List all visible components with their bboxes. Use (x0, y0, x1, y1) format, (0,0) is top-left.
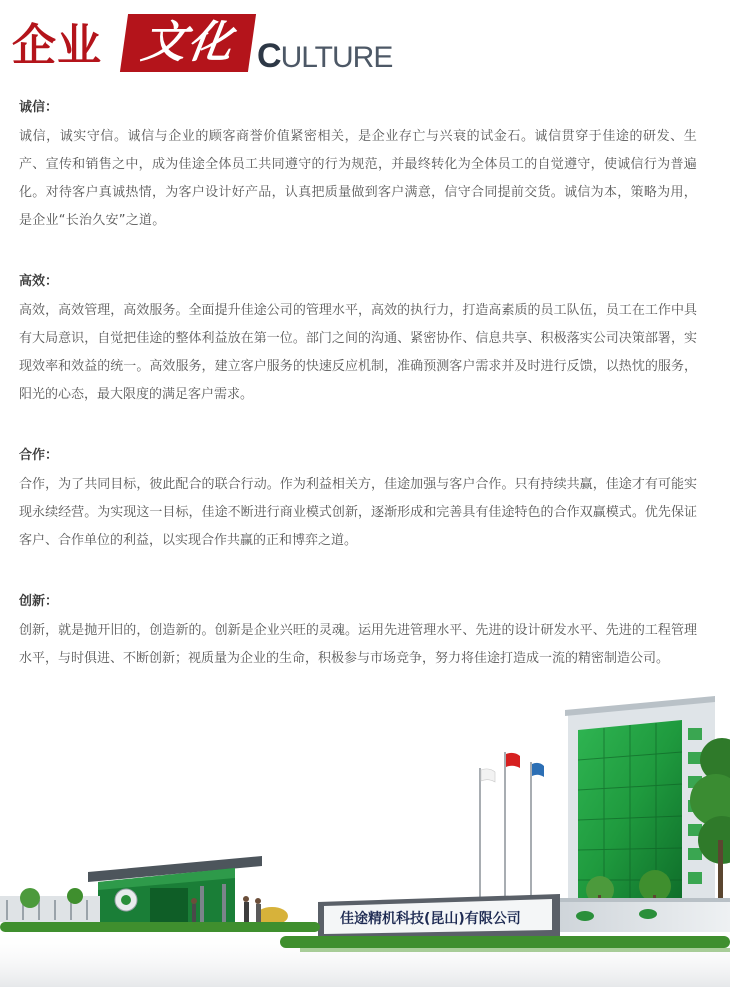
company-gate-illustration (0, 690, 730, 987)
flag-white (481, 769, 495, 782)
section-body: 高效，高效管理，高效服务。全面提升佳途公司的管理水平，高效的执行力，打造高素质的员工队伍，员工在工作中具有大局意识，自觉把佳途的整体利益放在第一位。部门之间的沟通、紧密协作、信息共享、积极落实公司决策部署，实现效率和效益的统一。高效服务，建立客户服务的快速反应机制，准确预测客户需求并及时进行反馈，以热忱的服务，阳光的心态，最大限度的满足客户需求。 (19, 303, 697, 402)
title-cn: 企业 (12, 20, 102, 71)
title-en-initial: C (257, 37, 281, 75)
gatehouse (88, 856, 262, 926)
title-en (257, 37, 393, 75)
section-integrity (19, 97, 697, 235)
section-title: 合作： (19, 448, 59, 463)
culture-content (19, 97, 697, 709)
section-body: 创新，就是抛开旧的，创造新的。创新是企业兴旺的灵魂。运用先进管理水平、先进的设计研发水平、先进的工程管理水平，与时俱进、不断创新；视质量为企业的生命，积极参与市场竞争，努力将佳途打造成一流的精密制造公司。 (19, 623, 697, 666)
section-title: 高效： (19, 274, 59, 289)
flag-red (506, 753, 520, 768)
left-fence (0, 888, 100, 922)
section-cooperation (19, 445, 697, 555)
section-title: 创新： (19, 594, 59, 609)
flagpoles (480, 752, 544, 898)
title-en-rest: ULTURE (280, 41, 393, 74)
page-header (12, 10, 412, 75)
section-innovation (19, 591, 697, 673)
flag-blue (532, 763, 544, 777)
section-title: 诚信： (19, 100, 59, 115)
gate-sign (318, 894, 560, 940)
boundary-wall-right (560, 898, 730, 932)
company-sign-text: 佳途精机科技(昆山)有限公司 (340, 911, 521, 927)
section-body: 诚信，诚实守信。诚信与企业的顾客商誉价值紧密相关，是企业存亡与兴衰的试金石。诚信贯穿于佳途的研发、生产、宣传和销售之中，成为佳途全体员工共同遵守的行为规范，并最终转化为全体员工的自觉遵守，使诚信行为普遍化。对待客户真诚热情，为客户设计好产品，认真把质量做到客户满意，信守合同提前交货。诚信为本，策略为用，是企业“长治久安”之道。 (19, 129, 697, 228)
section-body: 合作，为了共同目标，彼此配合的联合行动。作为利益相关方，佳途加强与客户合作。只有持续共赢，佳途才有可能实现永续经营。为实现这一目标，佳途不断进行商业模式创新，逐渐形成和完善具有佳途特色的合作双赢模式。优先保证客户、合作单位的利益，以实现合作共赢的正和博弈之道。 (19, 477, 697, 548)
title-calligraphy: 文化 (120, 14, 256, 72)
section-efficiency (19, 271, 697, 409)
